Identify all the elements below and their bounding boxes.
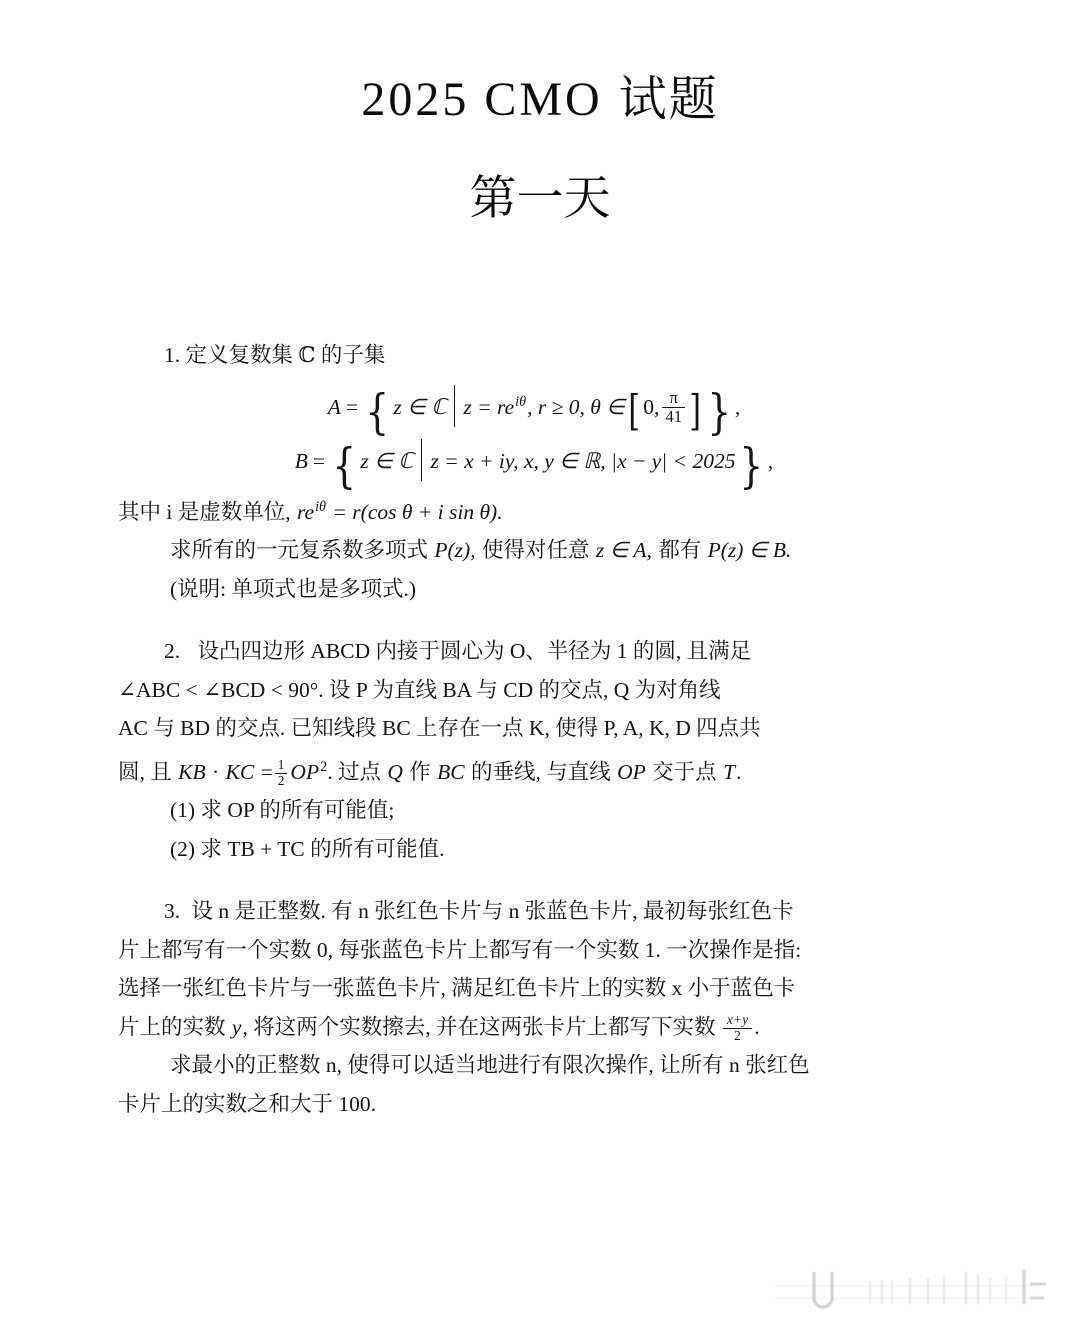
problem-2-line-4-prefix: 圆, 且 KB · KC =: [118, 759, 273, 784]
problem-1-note-math-exponent: iθ: [315, 498, 327, 515]
problem-1-note-line: [118, 488, 934, 532]
pi-over-41-fraction: [660, 389, 687, 426]
problem-1-ask-math-2: z ∈ A,: [595, 538, 652, 563]
set-a-member: z ∈ ℂ: [393, 394, 447, 419]
set-a-trailing-comma: ,: [734, 394, 741, 419]
set-a-cond-1: z = re: [463, 394, 515, 419]
problem-2-op-squared: OP: [290, 759, 320, 784]
set-b-condition: z = x + iy, x, y ∈ ℝ, |x − y| < 2025: [430, 448, 736, 473]
problem-2-line-1-text: 设凸四边形 ABCD 内接于圆心为 O、半径为 1 的圆, 且满足: [197, 639, 752, 664]
watermark-icon: [762, 1268, 1062, 1320]
x-plus-y-over-2-fraction: $\frac{x+y}{2}$: [721, 1013, 754, 1043]
problem-1-note-math-2: = r(cos θ + i sin θ).: [332, 499, 503, 524]
set-b-trailing-comma: ,: [767, 448, 774, 473]
problem-1-note-math-1: re: [296, 499, 315, 524]
problem-1-remark: (说明: 单项式也是多项式.): [170, 576, 417, 601]
set-a-name: A: [327, 394, 341, 419]
set-b-equation: B = { z ∈ ℂ z = x + iy, x, y ∈ ℝ, |x − y| < 2025} ,: [294, 438, 774, 494]
fraction-numerator: π: [669, 387, 679, 407]
problem-1-intro-text: 定义复数集 ℂ 的子集: [185, 343, 386, 367]
set-b-name: B: [294, 448, 308, 473]
set-a-cond-exponent: iθ: [515, 393, 527, 410]
set-a-equation: A = { z ∈ ℂ $z = re^{i\theta}$, r ≥ 0, θ ∈[ 0, $\frac{\pi}{41}$ ] } ,: [327, 384, 741, 440]
problem-3-line-2: 片上都写有一个实数 0, 每张蓝色卡片上都写有一个实数 1. 一次操作是指:: [118, 937, 802, 962]
problem-1-question-line: [118, 531, 934, 570]
problem-2-line-4-suffix: . 过点 Q 作 BC 的垂线, 与直线 OP 交于点 T.: [327, 759, 742, 784]
problem-3-line-4-period: .: [754, 1014, 760, 1039]
problem-3-line-1-text: 设 n 是正整数. 有 n 张红色卡片与 n 张蓝色卡片, 最初每张红色卡: [191, 899, 794, 924]
problem-2-subpart-1: (1) 求 OP 的所有可能值;: [170, 798, 395, 823]
page-title-latin: 2025 CMO: [361, 73, 603, 126]
problem-1-intro: [118, 336, 934, 375]
problems-container: [118, 336, 934, 1123]
problem-1-ask-math-3: P(z) ∈ B.: [707, 538, 792, 563]
problem-3-line-3: 选择一张红色卡片与一张蓝色卡片, 满足红色卡片上的实数 x 小于蓝色卡: [118, 976, 796, 1001]
problem-3-line-1: [118, 892, 934, 931]
problem-1: [118, 336, 934, 608]
problem-2: [118, 632, 934, 868]
problem-2-subpart-2: (2) 求 TB + TC 的所有可能值.: [170, 836, 445, 861]
problem-1-note-text: 其中 i 是虚数单位,: [118, 499, 291, 524]
problem-3-line-4-prefix: 片上的实数 y, 将这两个实数擦去, 并在这两张卡片上都写下实数: [118, 1014, 716, 1039]
problem-2-line-4: 圆, 且 KB · KC = $\frac{1}{2}$ $OP^2$. 过点 Q 作 BC 的垂线, 与直线 OP 交于点 T.: [118, 757, 742, 788]
faded-watermark: [762, 1268, 1062, 1320]
problem-3-number: 3.: [164, 899, 181, 924]
problem-3: [118, 892, 934, 1123]
page-subtitle: 第一天: [469, 173, 611, 225]
problem-1-ask-a: 求所有的一元复系数多项式: [170, 538, 429, 563]
such-that-bar-icon: [421, 439, 422, 481]
set-b-equals: =: [312, 448, 326, 473]
set-a-cond-2: , r ≥ 0, θ ∈: [527, 394, 625, 419]
such-that-bar-icon: [454, 385, 455, 427]
problem-2-line-3: AC 与 BD 的交点. 已知线段 BC 上存在一点 K, 使得 P, A, K, D 四点共: [118, 716, 761, 741]
page-title: [0, 72, 1080, 129]
problem-1-ask-b: 使得对任意: [481, 538, 590, 563]
problem-2-line-1: [118, 632, 934, 671]
problem-1-ask-c: 都有: [658, 538, 702, 563]
problem-2-number: 2.: [164, 639, 181, 664]
problem-2-line-2: ∠ABC < ∠BCD < 90°. 设 P 为直线 BA 与 CD 的交点, Q 为对角线: [118, 677, 721, 702]
problem-3-ask-line-2: 卡片上的实数之和大于 100.: [118, 1091, 377, 1116]
set-a-equals: =: [345, 394, 358, 419]
problem-3-line-4: [118, 1008, 934, 1047]
problem-1-number: 1.: [164, 343, 181, 367]
one-half-fraction: $\frac{1}{2}$: [273, 758, 290, 788]
page-title-cjk: 试题: [618, 73, 719, 126]
problem-1-ask-math-1: P(z),: [434, 538, 476, 563]
fraction-denominator: 41: [662, 407, 685, 426]
set-b-member: z ∈ ℂ: [360, 448, 414, 473]
set-a-interval-left: 0,: [643, 394, 660, 419]
problem-3-ask-line-1: 求最小的正整数 n, 使得可以适当地进行有限次操作, 让所有 n 张红色: [170, 1053, 810, 1078]
